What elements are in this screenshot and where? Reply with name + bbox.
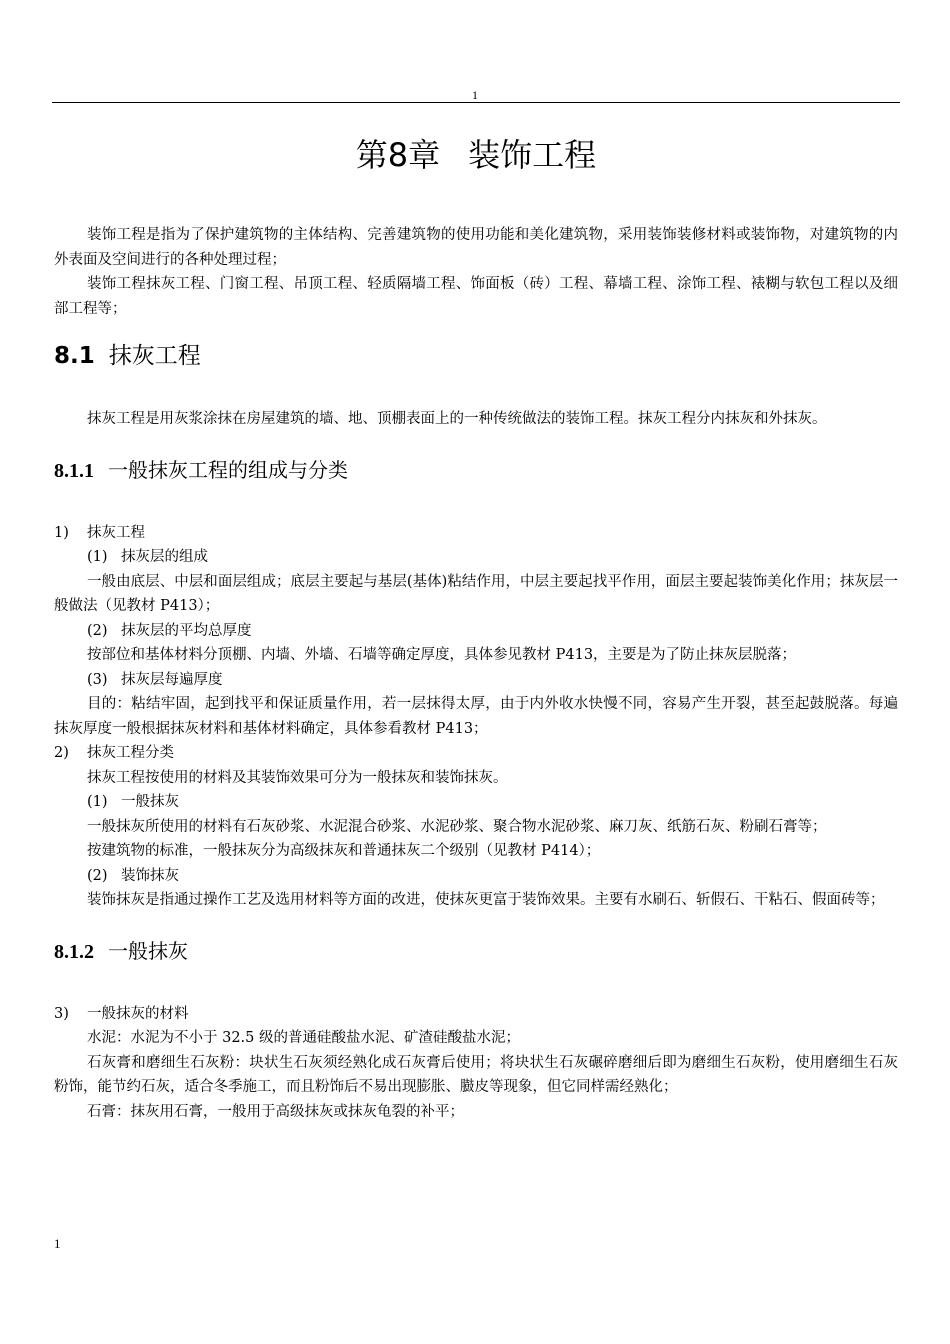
subsection-number: 8.1.1: [54, 459, 94, 482]
subsection-title: 一般抹灰工程的组成与分类: [108, 457, 348, 482]
item-3-paragraph-2: 石灰膏和磨细生石灰粉：块状生石灰须经熟化成石灰膏后使用；将块状生石灰碾碎磨细后即为磨细生石灰粉，使用磨细生石灰粉饰，能节约石灰，适合冬季施工，而且粉饰后不易出现膨胀、臌皮等现象，但它同样需经熟化；: [54, 1054, 898, 1095]
list-item-2: 2) 抹灰工程分类: [54, 745, 174, 761]
chapter-number: 第8章: [355, 136, 441, 174]
section-8-1-paragraph: 抹灰工程是用灰浆涂抹在房屋建筑的墙、地、顶棚表面上的一种传统做法的装饰工程。抹灰工程分内抹灰和外抹灰。: [87, 411, 827, 427]
header-rule: [52, 102, 900, 103]
subsection-number: 8.1.2: [54, 940, 94, 963]
section-title: 抹灰工程: [108, 343, 201, 369]
list-subitem-2-2: (2) 装饰抹灰: [87, 867, 179, 884]
list-subitem-1-2: (2) 抹灰层的平均总厚度: [87, 622, 252, 639]
subitem-2-1-body: 一般抹灰所使用的材料有石灰砂浆、水泥混合砂浆、水泥砂浆、聚合物水泥砂浆、麻刀灰、纸筋石灰、粉刷石膏等；: [87, 818, 827, 835]
chapter-title: [54, 130, 898, 190]
section-heading-8-1: [54, 341, 898, 371]
item-3-paragraph-3: 石膏：抹灰用石膏，一般用于高级抹灰或抹灰龟裂的补平；: [87, 1103, 464, 1120]
intro-paragraph-2: 装饰工程抹灰工程、门窗工程、吊顶工程、轻质隔墙工程、饰面板（砖）工程、幕墙工程、涂饰工程、裱糊与软包工程以及细部工程等；: [54, 276, 898, 317]
subitem-2-2-body: 装饰抹灰是指通过操作工艺及选用材料等方面的改进，使抹灰更富于装饰效果。主要有水刷石、斩假石、干粘石、假面砖等；: [87, 892, 885, 908]
list-subitem-1-1: (1) 抹灰层的组成: [87, 549, 208, 565]
footer-page-number: 1: [54, 1236, 61, 1251]
list-subitem-2-1: (1) 一般抹灰: [87, 794, 179, 810]
section-number: 8.1: [54, 343, 95, 369]
header-page-number: 1: [472, 88, 478, 102]
intro-paragraph-1: 装饰工程是指为了保护建筑物的主体结构、完善建筑物的使用功能和美化建筑物，采用装饰装修材料或装饰物，对建筑物的内外表面及空间进行的各种处理过程；: [54, 227, 898, 268]
subsection-title: 一般抹灰: [108, 938, 188, 963]
section-heading-8-1-2: [54, 937, 898, 966]
chapter-name: 装饰工程: [468, 136, 597, 174]
list-item-3: 3) 一般抹灰的材料: [54, 1005, 189, 1022]
page-body: [54, 130, 898, 1124]
subitem-1-1-body: 一般由底层、中层和面层组成；底层主要起与基层(基体)粘结作用，中层主要起找平作用，面层主要起装饰美化作用；抹灰层一般做法（见教材 P413）；: [54, 573, 898, 614]
section-heading-8-1-1: [54, 456, 898, 485]
item-2-body: 抹灰工程按使用的材料及其装饰效果可分为一般抹灰和装饰抹灰。: [87, 769, 508, 786]
subitem-1-3-body: 目的：粘结牢固，起到找平和保证质量作用，若一层抹得太厚，由于内外收水快慢不同，容易产生开裂，甚至起鼓脱落。每遍抹灰厚度一般根据抹灰材料和基体材料确定，具体参看教材 P413；: [54, 696, 898, 737]
item-3-paragraph-1: 水泥：水泥为不小于 32.5 级的普通硅酸盐水泥、矿渣硅酸盐水泥；: [87, 1030, 521, 1046]
subitem-2-1-body-2: 按建筑物的标准，一般抹灰分为高级抹灰和普通抹灰二个级别（见教材 P414）；: [87, 843, 601, 859]
subitem-1-2-body: 按部位和基体材料分顶棚、内墙、外墙、石墙等确定厚度，具体参见教材 P413，主要是为了防止抹灰层脱落；: [87, 647, 797, 663]
list-item-1: 1) 抹灰工程: [54, 524, 145, 541]
list-subitem-1-3: (3) 抹灰层每遍厚度: [87, 671, 223, 688]
